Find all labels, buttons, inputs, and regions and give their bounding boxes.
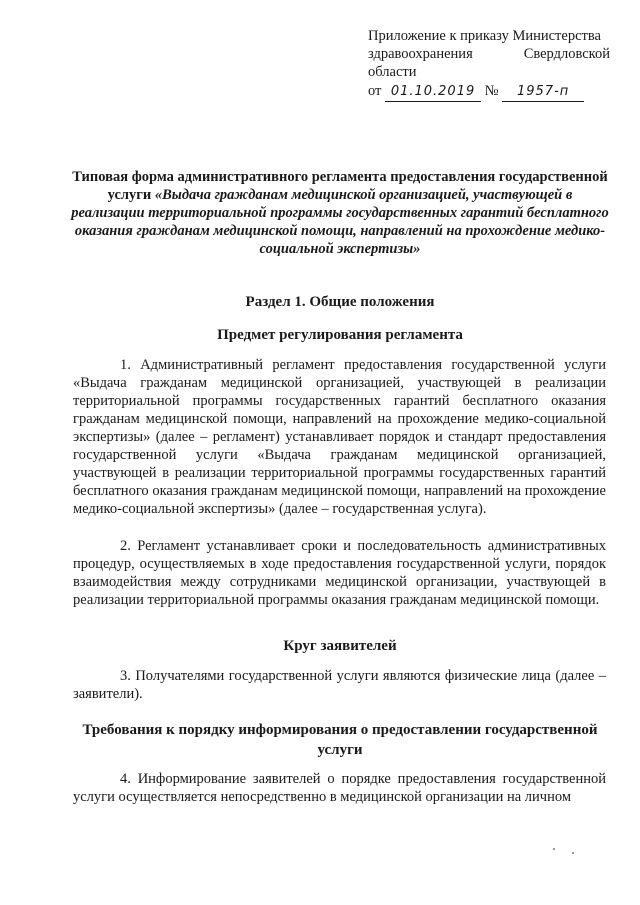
appendix-line-2-left: здравоохранения [368,46,473,62]
subject-heading: Предмет регулирования регламента [217,327,463,343]
section-1-heading: Раздел 1. Общие положения [245,294,435,310]
paragraph-4: 4. Информирование заявителей о порядке предоставления государственной услуги осуществляется непосредственно в медицинской организации на личном [73,771,606,805]
applicants-heading: Круг заявителей [283,638,397,654]
paragraph-1: 1. Административный регламент предоставления государственной услуги «Выдача гражданам медицинской организацией, участвующей в реализации территориальной программы государственных гарантий бесплатного оказания гражданам медицинской помощи, направлений на прохождение медико-социальной экспертизы» (далее – регламент) устанавливает порядок и стандарт предоставления государственной услуги «Выдача гражданам медицинской организацией, участвующей в реализации территориальной программы государственных гарантий бесплатного оказания гражданам медицинской помощи, направлений на прохождение медико-социальной экспертизы» (далее – государственная услуга). [73,357,606,517]
scan-speck [572,852,574,854]
appendix-block [368,27,610,102]
order-number-field [502,82,584,102]
title-lead: Типовая форма административного регламента предоставления государственной услуги [72,169,608,203]
order-number-value: 1957-п [516,84,570,99]
appendix-line-2-right: Свердловской [523,46,610,62]
number-prefix: № [484,83,499,99]
order-date-field [385,82,481,102]
date-prefix: от [368,83,382,99]
title-service-name: «Выдача гражданам медицинской организацией, участвующей в реализации территориальной программы государственных гарантий бесплатного оказания гражданам медицинской помощи, направлений на прохождение медико-социальной экспертизы» [71,187,609,257]
order-date-value: 01.10.2019 [390,84,476,99]
paragraph-3: 3. Получателями государственной услуги являются физические лица (далее – заявители). [73,668,606,702]
appendix-line-2 [368,45,610,63]
appendix-line-3: области [368,64,417,80]
paragraph-2: 2. Регламент устанавливает сроки и последовательность административных процедур, осуществляемых в ходе предоставления государственной услуги, порядок взаимодействия между сотрудниками медицинской организации, участвующей в реализации территориальной программы оказания гражданам медицинской помощи. [73,538,606,608]
informing-heading: Требования к порядку информирования о предоставлении государственной услуги [82,722,598,758]
appendix-line-1: Приложение к приказу Министерства [368,28,601,44]
order-date-number-line [368,82,610,102]
scan-speck [553,848,555,850]
document-title [70,168,610,258]
